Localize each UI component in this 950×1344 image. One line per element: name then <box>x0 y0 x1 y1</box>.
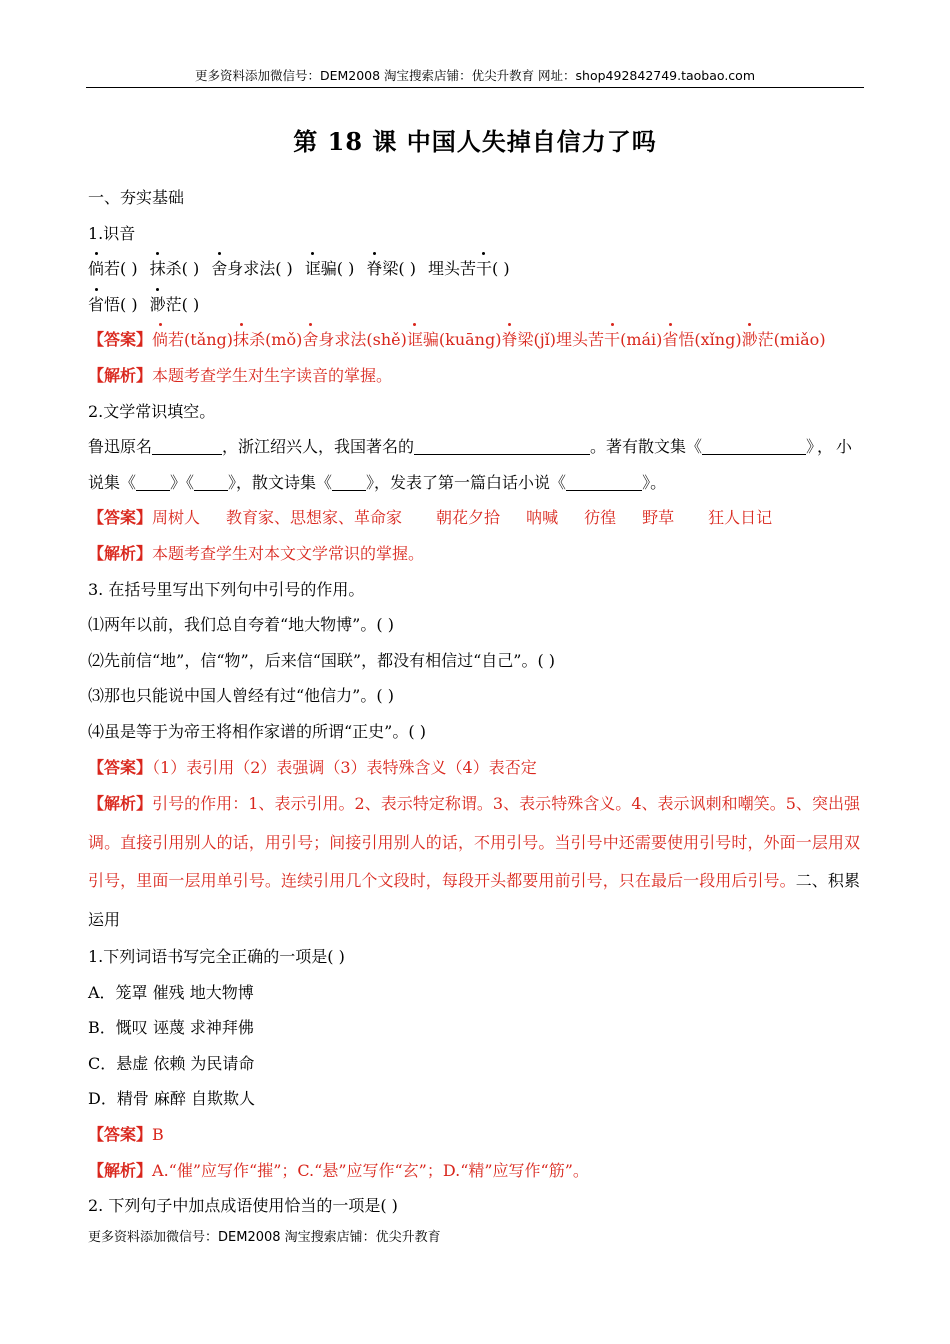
pinyin-item <box>150 295 200 314</box>
item-text: 悟(xǐng) <box>678 330 742 350</box>
pinyin-item <box>233 330 302 349</box>
text: ，浙江绍兴人，我国著名的 <box>222 437 415 457</box>
dotted-character: 倘 <box>88 251 104 287</box>
dotted-character: 诓 <box>305 251 321 287</box>
pinyin-item <box>305 259 355 278</box>
item-text: 身求法(shě) <box>318 330 407 350</box>
text: 说集《 <box>88 472 137 492</box>
pinyin-item <box>302 330 407 349</box>
answer-item: 朝花夕拾 <box>436 508 501 528</box>
analysis-tag: 【解析】 <box>88 1160 153 1180</box>
sub-question: ⑶那也只能说中国人曾经有过“他信力”。( ) <box>88 686 394 706</box>
pinyin-item <box>88 259 138 278</box>
option-b: B．慨叹 诬蔑 求神拜佛 <box>88 1018 254 1038</box>
sub-question: ⑷虽是等于为帝王将相作家谱的所谓“正史”。( ) <box>88 721 426 741</box>
analysis-text: A.“催”应写作“摧”；C.“悬”应写作“玄”；D.“精”应写作“筋”。 <box>152 1160 589 1180</box>
blank <box>332 472 366 491</box>
analysis-line <box>88 536 860 572</box>
blank <box>566 472 642 491</box>
analysis-line <box>88 358 860 394</box>
item-text: 杀( ) <box>165 259 200 279</box>
pinyin-item <box>428 259 510 278</box>
dotted-character: 抹 <box>150 251 166 287</box>
text: 》。 <box>642 472 667 492</box>
answer-line <box>88 500 860 536</box>
pinyin-item <box>88 295 138 314</box>
answer-tag: 【答案】 <box>88 757 153 777</box>
pinyin-item <box>152 330 233 349</box>
analysis-line <box>88 1153 860 1189</box>
text: 》《 <box>170 472 195 492</box>
document-body <box>88 180 860 1224</box>
answer-text <box>152 330 826 349</box>
header-rule <box>86 87 864 88</box>
item-text: 埋头苦 <box>556 330 605 350</box>
question-heading: 1.识音 <box>88 223 136 243</box>
text: 》，发表了第一篇白话小说《 <box>366 472 567 492</box>
question-heading: 2. 下列句子中加点成语使用恰当的一项是( ) <box>88 1196 398 1216</box>
analysis-tag: 【解析】 <box>88 794 153 814</box>
text: 鲁迅原名 <box>88 437 153 457</box>
pinyin-item <box>556 330 662 349</box>
dotted-character: 渺 <box>150 287 166 323</box>
blank <box>136 472 170 491</box>
option-a: A．笼罩 催残 地大物博 <box>88 982 254 1002</box>
analysis-paragraph <box>88 785 860 939</box>
item-text: (mái) <box>620 330 663 350</box>
answer-line <box>88 1117 860 1153</box>
answer-item: 狂人日记 <box>708 508 773 528</box>
answer-line <box>88 750 860 786</box>
answer-tag: 【答案】 <box>88 330 153 350</box>
fill-line-2 <box>88 465 860 501</box>
pinyin-item <box>150 259 200 278</box>
item-text: 埋头苦 <box>427 259 476 279</box>
dotted-character: 脊 <box>366 251 382 287</box>
dotted-character: 舍 <box>302 322 318 358</box>
item-text: 骗( ) <box>320 259 355 279</box>
answer-item: 教育家、思想家、革命家 <box>226 508 403 528</box>
option-c: C．悬虚 依赖 为民请命 <box>88 1053 255 1073</box>
item-text: ( ) <box>492 259 510 279</box>
answer-tag: 【答案】 <box>88 508 153 528</box>
dotted-character: 诓 <box>407 322 423 358</box>
item-text: 若(tǎng) <box>168 330 234 350</box>
text: 。著有散文集《 <box>590 437 703 457</box>
answer-text: B <box>152 1125 164 1145</box>
text: 》，散文诗集《 <box>228 472 333 492</box>
dotted-character: 抹 <box>233 322 249 358</box>
answer-text: （1）表引用（2）表强调（3）表特殊含义（4）表否定 <box>152 757 537 777</box>
page-header: 更多资料添加微信号：DEM2008 淘宝搜索店铺：优尖升教育 网址：shop492842749.taobao.com <box>194 68 756 83</box>
item-text: 茫( ) <box>165 294 200 314</box>
item-text: 身求法( ) <box>227 259 293 279</box>
pinyin-item <box>211 259 293 278</box>
analysis-text: 引号的作用：1、表示引用。2、表示特定称谓。3、表示特殊含义。4、表示讽刺和嘲笑。5、突出强调。直接引用别人的话，用引号；间接引用别人的话，不用引号。当引号中还需要使用引号时，外面一层用双引号，里面一层用单引号。连续引用几个文段时，每段开头都要用前引号，只在最后一段用后引号。 <box>88 794 860 891</box>
pinyin-item <box>366 259 416 278</box>
answer-text <box>152 508 772 527</box>
page-title: 第 18 课 中国人失掉自信力了吗 <box>293 127 657 156</box>
item-text: 悟( ) <box>104 294 138 314</box>
item-text: 梁( ) <box>382 259 416 279</box>
dotted-character: 干 <box>476 251 492 287</box>
dotted-character: 脊 <box>501 322 517 358</box>
sub-question: ⑴两年以前，我们总自夸着“地大物博”。( ) <box>88 615 394 635</box>
pinyin-items-line2 <box>88 287 860 323</box>
pinyin-item <box>662 330 741 349</box>
analysis-text: 本题考查学生对本文文学常识的掌握。 <box>152 543 425 563</box>
text: 》，小 <box>806 437 856 457</box>
item-text: 杀(mǒ) <box>249 330 303 350</box>
blank <box>194 472 228 491</box>
analysis-text: 本题考查学生对生字读音的掌握。 <box>152 365 393 385</box>
blank <box>152 436 222 455</box>
section-heading: 一、夯实基础 <box>88 188 185 207</box>
item-text: 茫(miǎo) <box>757 330 826 350</box>
dotted-character: 舍 <box>211 251 227 287</box>
section-heading: 二、积累运用 <box>88 871 860 929</box>
pinyin-item <box>407 330 502 349</box>
sub-question: ⑵先前信“地”，信“物”，后来信“国联”，都没有相信过“自己”。( ) <box>88 650 556 670</box>
answer-line <box>88 322 860 358</box>
pinyin-item <box>742 330 826 349</box>
item-text: 若( ) <box>104 259 138 279</box>
dotted-character: 省 <box>88 287 104 323</box>
pinyin-items-line1 <box>88 251 860 287</box>
question-heading: 1.下列词语书写完全正确的一项是( ) <box>88 947 345 967</box>
question-heading: 2.文学常识填空。 <box>88 401 216 421</box>
analysis-tag: 【解析】 <box>88 543 153 563</box>
item-text: 梁(jǐ) <box>517 330 557 350</box>
fill-line-1 <box>88 429 860 465</box>
analysis-tag: 【解析】 <box>88 365 153 385</box>
answer-item: 周树人 <box>152 508 201 528</box>
pinyin-item <box>501 330 556 349</box>
answer-tag: 【答案】 <box>88 1125 153 1145</box>
dotted-character: 省 <box>662 322 678 358</box>
answer-item: 彷徨 <box>584 508 617 528</box>
answer-item: 呐喊 <box>526 508 559 528</box>
dotted-character: 干 <box>604 322 620 358</box>
blank <box>414 436 590 455</box>
answer-item: 野草 <box>642 508 675 528</box>
option-d: D．精骨 麻醉 自欺欺人 <box>88 1089 256 1109</box>
item-text: 骗(kuāng) <box>422 330 502 350</box>
question-heading: 3. 在括号里写出下列句中引号的作用。 <box>88 579 365 599</box>
dotted-character: 渺 <box>742 322 758 358</box>
page-footer: 更多资料添加微信号：DEM2008 淘宝搜索店铺：优尖升教育 <box>88 1230 441 1245</box>
blank <box>702 436 806 455</box>
dotted-character: 倘 <box>152 322 168 358</box>
